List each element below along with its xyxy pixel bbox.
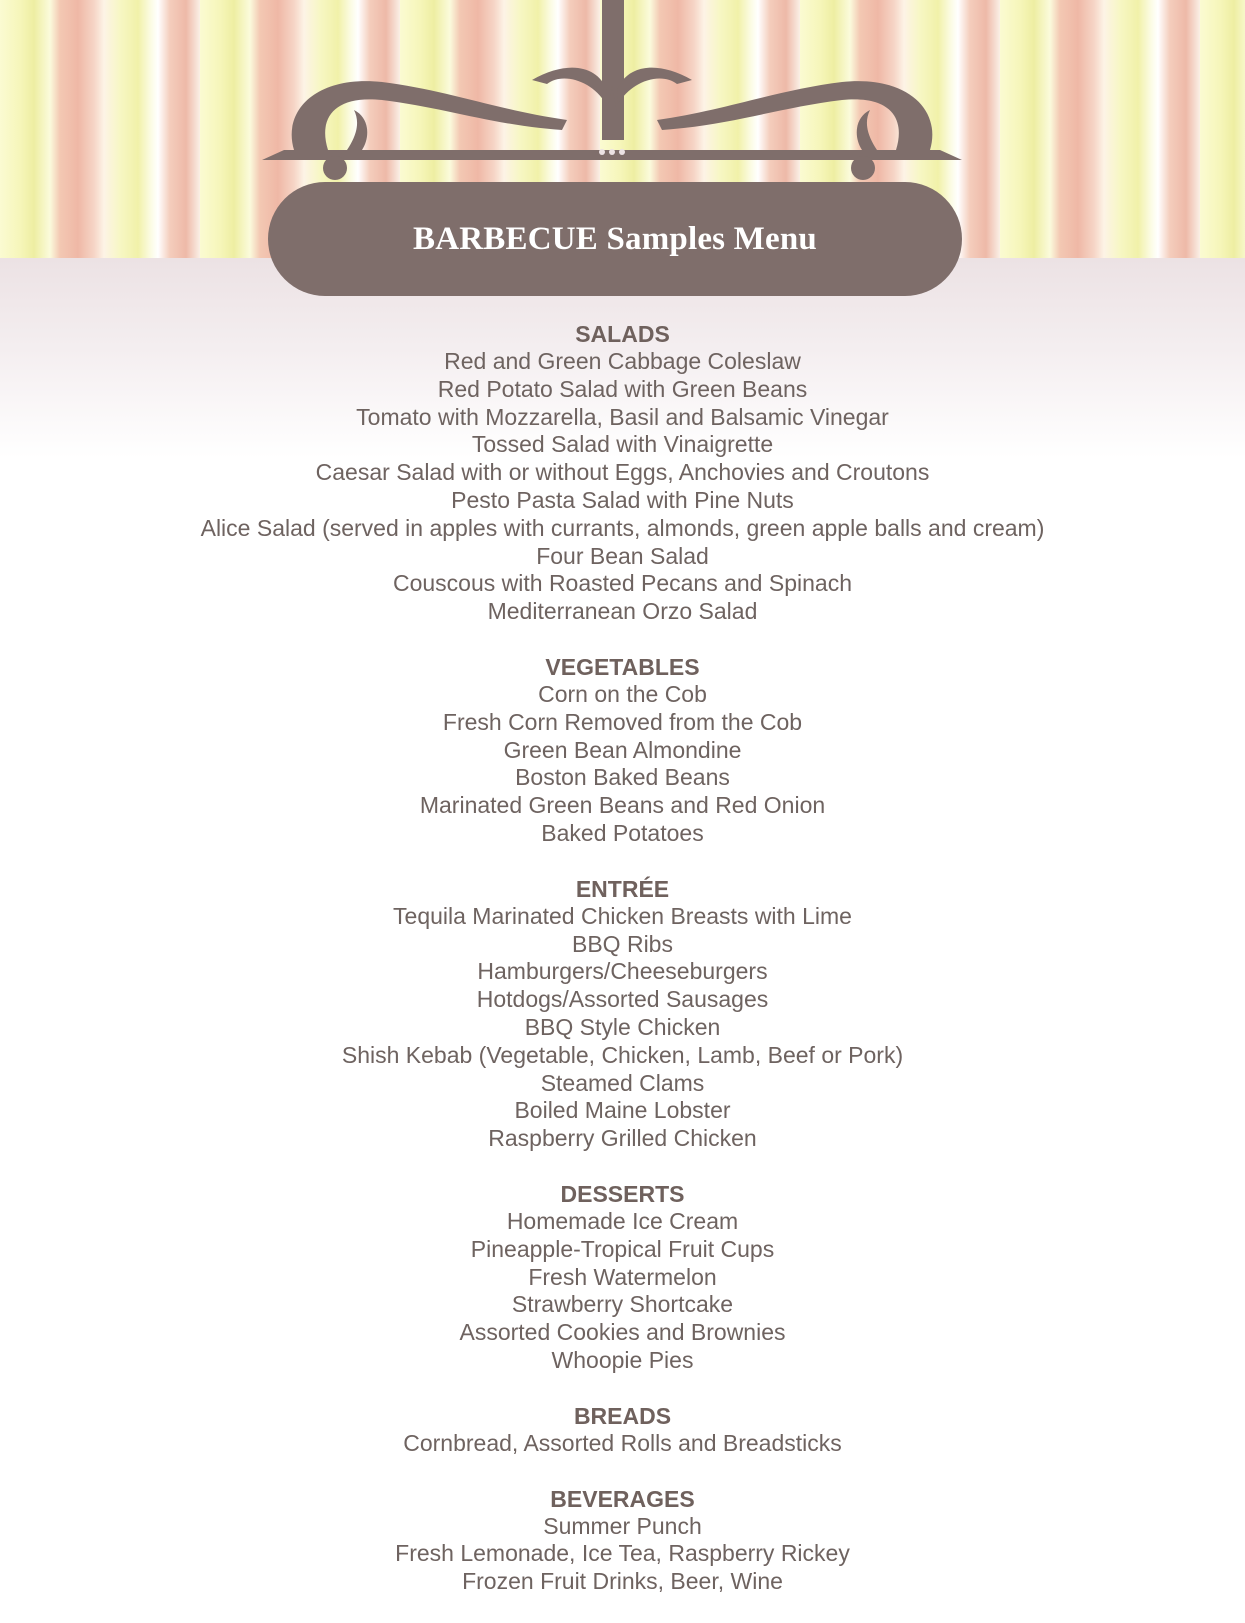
section-heading: BEVERAGES — [550, 1485, 695, 1512]
menu-item: Cornbread, Assorted Rolls and Breadsticks — [403, 1429, 842, 1456]
menu-item: Fresh Lemonade, Ice Tea, Raspberry Rickey — [395, 1540, 850, 1567]
scroll-ornament — [262, 0, 962, 190]
section-heading: ENTRÉE — [575, 875, 670, 902]
menu-section — [0, 1402, 1245, 1458]
menu-item: Boston Baked Beans — [515, 764, 730, 791]
menu-item: Fresh Watermelon — [528, 1263, 717, 1290]
menu-item: Hamburgers/Cheeseburgers — [477, 958, 768, 985]
menu-item: Tossed Salad with Vinaigrette — [471, 431, 774, 458]
menu-section — [0, 1180, 1245, 1375]
menu-item: Steamed Clams — [540, 1069, 705, 1096]
menu-item: Fresh Corn Removed from the Cob — [442, 708, 803, 735]
section-heading: BREADS — [573, 1402, 672, 1429]
menu-item: Tequila Marinated Chicken Breasts with Lime — [393, 902, 852, 929]
menu-item: Shish Kebab (Vegetable, Chicken, Lamb, Beef or Pork) — [341, 1041, 904, 1068]
menu-item: Marinated Green Beans and Red Onion — [419, 792, 826, 819]
menu-item: Summer Punch — [543, 1512, 702, 1539]
menu-item: Hotdogs/Assorted Sausages — [476, 986, 769, 1013]
menu-item: Four Bean Salad — [536, 542, 709, 569]
menu-item: Whoopie Pies — [551, 1346, 694, 1373]
section-heading: VEGETABLES — [545, 653, 700, 680]
section-heading: DESSERTS — [560, 1180, 685, 1207]
section-heading: SALADS — [575, 321, 670, 347]
menu-item: Frozen Fruit Drinks, Beer, Wine — [462, 1568, 783, 1595]
menu-section — [0, 875, 1245, 1153]
menu-item: Assorted Cookies and Brownies — [459, 1319, 786, 1346]
menu-section — [0, 653, 1245, 848]
menu-item: Boiled Maine Lobster — [514, 1097, 731, 1124]
menu-item: Pesto Pasta Salad with Pine Nuts — [451, 486, 794, 513]
menu-item: Caesar Salad with or without Eggs, Anchovies and Croutons — [315, 459, 930, 486]
menu-item: Raspberry Grilled Chicken — [488, 1125, 757, 1152]
menu-item: Tomato with Mozzarella, Basil and Balsamic Vinegar — [356, 403, 889, 430]
menu-item: Alice Salad (served in apples with currants, almonds, green apple balls and cream) — [200, 514, 1045, 541]
menu-item: Red Potato Salad with Green Beans — [437, 375, 808, 402]
menu-item: Homemade Ice Cream — [506, 1207, 739, 1234]
page-title: BARBECUE Samples Menu — [413, 220, 817, 257]
menu-item: Red and Green Cabbage Coleslaw — [444, 348, 801, 374]
menu-item: Baked Potatoes — [541, 819, 704, 846]
menu-item: Couscous with Roasted Pecans and Spinach — [392, 570, 852, 597]
title-plaque — [268, 182, 962, 296]
menu-item: Mediterranean Orzo Salad — [487, 598, 758, 625]
menu-list — [0, 320, 1245, 1623]
menu-section — [0, 1485, 1245, 1596]
menu-item: BBQ Ribs — [572, 930, 673, 957]
menu-item: Corn on the Cob — [538, 680, 707, 707]
menu-item: Green Bean Almondine — [503, 736, 742, 763]
menu-item: Strawberry Shortcake — [511, 1291, 734, 1318]
menu-item: BBQ Style Chicken — [524, 1013, 721, 1040]
menu-section — [0, 320, 1245, 626]
menu-item: Pineapple-Tropical Fruit Cups — [470, 1235, 775, 1262]
